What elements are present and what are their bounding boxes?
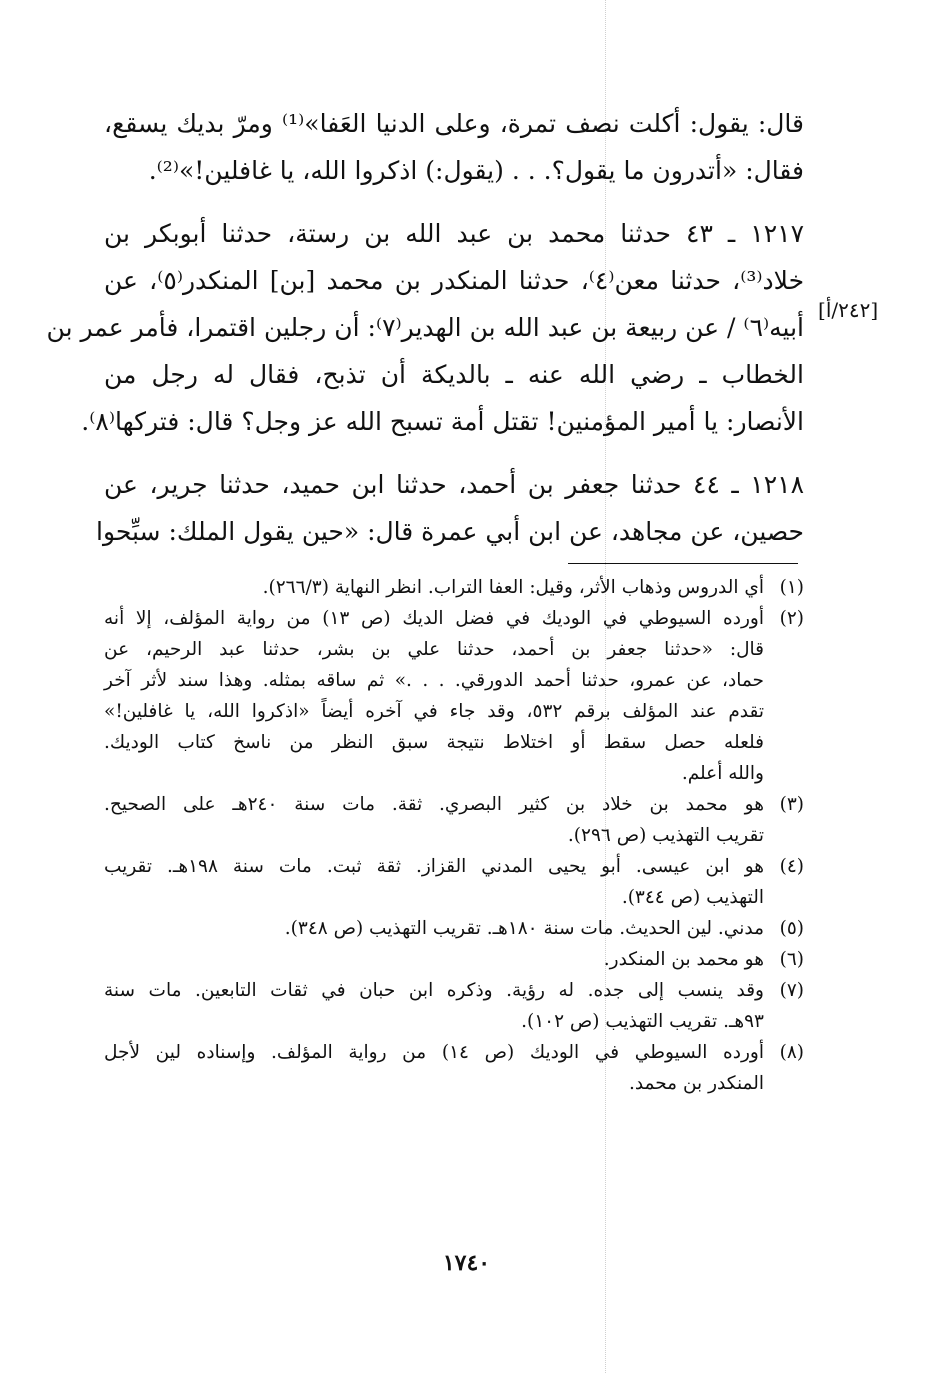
footnote-number: (١) [779,577,804,598]
text-line: قال: يقول: أكلت نصف تمرة، وعلى الدنيا العَفا»⁽¹⁾ ومرّ بديك يسقع، [104,109,804,138]
footnote-line: المنكدر بن محمد. [628,1073,764,1094]
footnote [104,851,804,913]
footnote-line: هو محمد بن خلاد بن كثير البصري. ثقة. مات سنة ٢٤٠هـ على الصحيح. [104,794,764,815]
text-line: الأنصار: يا أمير المؤمنين! تقتل أمة تسبح الله عز وجل؟ قال: فتركها⁽٨⁾. [81,407,804,436]
footnote-number: (٢) [779,608,804,629]
text-line: فقال: «أتدرون ما يقول؟. . . (يقول:) اذكروا الله، يا غافلين!»⁽²⁾. [148,156,804,185]
footnote [104,913,804,944]
text-line: حصين، عن مجاهد، عن ابن أبي عمرة قال: «حين يقول الملك: سبِّحوا [96,517,804,546]
manuscript-folio-reference: [٢٤٢/أ] [818,298,879,322]
footnote-line: والله أعلم. [681,763,764,784]
footnote-line: وقد ينسب إلى جده. له رؤية. وذكره ابن حبان في ثقات التابعين. مات سنة [104,980,764,1001]
footnote-line: هو ابن عيسى. أبو يحيى المدني القزاز. ثقة ثبت. مات سنة ١٩٨هـ. تقريب [104,856,765,877]
text-line: أبيه⁽٦⁾ / عن ربيعة بن عبد الله بن الهدير⁽٧⁾: أن رجلين اقتمرا، فأمر عمر بن [46,313,804,342]
paragraph-1218 [96,461,805,555]
footnote-number: (٨) [779,1042,804,1063]
footnote-line: التهذيب (ص ٣٤٤). [621,887,764,908]
footnote-number: (٣) [779,794,804,815]
footnote-line: حماد، عن عمرو، حدثنا أحمد الدورقي. . . .» ثم ساقه بمثله. وهذا سند لأثر آخر [104,670,764,691]
footnote [104,789,804,851]
footnote-line: مدني. لين الحديث. مات سنة ١٨٠هـ. تقريب التهذيب (ص ٣٤٨). [284,918,764,939]
text-line: ١٢١٧ ـ ٤٣ حدثنا محمد بن عبد الله بن رستة، حدثنا أبوبكر بن [104,219,804,248]
text-line: ١٢١٨ ـ ٤٤ حدثنا جعفر بن أحمد، حدثنا ابن حميد، حدثنا جرير، عن [104,470,805,499]
footnote-line: تقريب التهذيب (ص ٢٩٦). [567,825,764,846]
footnote-line: ٩٣هـ. تقريب التهذيب (ص ١٠٢). [521,1011,764,1032]
footnote-number: (٧) [779,980,804,1001]
footnotes [104,572,804,1099]
main-text [46,100,805,571]
footnote-line: أي الدروس وذهاب الأثر، وقيل: العفا التراب. انظر النهاية (٢٦٦/٣). [262,577,764,598]
footnote [104,572,804,603]
footnote-line: قال: «حدثنا جعفر بن أحمد، حدثنا علي بن بشر، حدثنا عبد الرحيم، عن [104,639,764,660]
footnote [104,975,804,1037]
footnote-line: هو محمد بن المنكدر. [603,949,764,970]
page-number: ١٧٤٠ [442,1250,491,1276]
text-line: خلاد⁽³⁾، حدثنا معن⁽٤⁾، حدثنا المنكدر بن محمد [بن] المنكدر⁽٥⁾، عن [104,266,805,295]
footnote-separator [568,563,798,564]
footnote-number: (٤) [779,856,804,877]
footnote-number: (٦) [779,949,804,970]
paragraph-1 [104,100,804,194]
paragraph-1217 [46,210,805,445]
footnote-line: فلعله حصل سقط أو اختلاط نتيجة سبق النظر من ناسخ كتاب الوديك. [104,732,764,753]
footnote [104,944,804,975]
footnote-line: أورده السيوطي في الوديك في فضل الديك (ص ١٣) من رواية المؤلف، إلا أنه [104,608,764,629]
footnote [104,1037,804,1099]
footnote-line: تقدم عند المؤلف برقم ٥٣٢، وقد جاء في آخره أيضاً «اذكروا الله، يا غافلين!» [104,701,764,722]
footnote-line: أورده السيوطي في الوديك (ص ١٤) من رواية المؤلف. وإسناده لين لأجل [104,1042,764,1063]
text-line: الخطاب ـ رضي الله عنه ـ بالديكة أن تذبح، فقال له رجل من [104,360,804,389]
footnote [104,603,804,789]
footnote-number: (٥) [779,918,804,939]
